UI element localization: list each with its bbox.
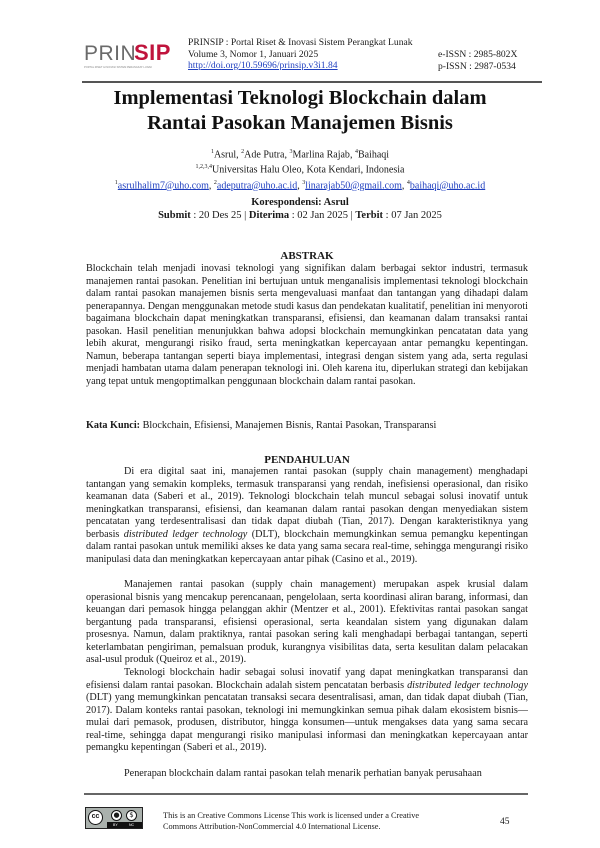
- email-sup: 1: [114, 179, 118, 186]
- intro-p3-text-cont: (DLT) yang memungkinkan pencatatan transaksi secara desentralisasi, aman, dan tidak dapat diubah (Tian, 2017). Dalam konteks rantai pasokan, teknologi ini memungkinkan semua pihak dalam ekosistem bisnis—mulai dari pemasok, produsen, distributor, hingga konsumen—untuk mengakses data yang sama secara real-time, sehingga dapat mengurangi risiko manipulasi informasi dan meningkatkan kepercayaan antar pemangku kepentingan (Saberi et al., 2019).: [86, 692, 528, 754]
- author-sup: 2: [241, 149, 245, 155]
- intro-p1-text-cont: (DLT), blockchain memungkinkan semua pemangku kepentingan dalam rantai pasokan untuk memiliki akses ke data yang sama secara real-time, sehingga mengurangi risiko manipulasi data dan meningkatkan kepercayaan antar pihak (Casino et al., 2019).: [86, 528, 529, 565]
- intro-p4-text: Penerapan blockchain dalam rantai pasokan telah menarik perhatian banyak perusahaan: [124, 768, 482, 779]
- author-block: [60, 146, 540, 192]
- non-commercial-icon: $: [126, 810, 137, 821]
- attribution-person-icon: ●: [111, 810, 122, 821]
- email-link[interactable]: asrulhalim7@uho.com: [117, 179, 209, 191]
- abstract-heading: ABSTRAK: [280, 250, 334, 262]
- journal-name: PRINSIP : Portal Riset & Inovasi Sistem Perangkat Lunak: [188, 37, 413, 48]
- intro-paragraph-2: [86, 579, 528, 667]
- correspondence: Korespondensi: Asrul: [251, 197, 349, 208]
- published-label: Terbit: [355, 210, 384, 221]
- intro-p3-italic: distributed ledger technology: [407, 679, 528, 691]
- license-text: [163, 811, 463, 832]
- license-line-1: This is an Creative Commons License This work is licensed under a Creative: [163, 811, 420, 820]
- keywords-text: Blockchain, Efisiensi, Manajemen Bisnis, Rantai Pasokan, Transparansi: [142, 420, 437, 431]
- logo-text-prin: PRIN: [84, 42, 137, 65]
- email-link[interactable]: baihaqi@uho.ac.id: [409, 179, 486, 191]
- cc-icon: cc: [88, 810, 103, 825]
- submission-dates: Submit : 20 Des 25 | Diterima : 02 Jan 2025 | Terbit : 07 Jan 2025: [158, 210, 442, 221]
- logo-text-sip: SIP: [134, 40, 171, 65]
- header-divider: [82, 81, 542, 83]
- email-sup: 4: [406, 179, 410, 186]
- title-line-1: Implementasi Teknologi Blockchain dalam: [113, 87, 487, 109]
- e-issn: e-ISSN : 2985-802X: [438, 49, 518, 60]
- page-number: 45: [500, 817, 510, 827]
- author-sup: 4: [354, 149, 358, 155]
- author-name: Marlina Rajab: [292, 149, 350, 161]
- footer-divider: [84, 793, 528, 795]
- paper-title: [60, 86, 540, 136]
- submit-label: Submit: [158, 210, 191, 221]
- submit-date: 20 Des 25: [198, 210, 242, 221]
- intro-paragraph-3: [86, 667, 528, 755]
- received-date: 02 Jan 2025: [297, 210, 349, 221]
- intro-p2-text: Manajemen rantai pasokan (supply chain management) merupakan aspek krusial dalam operasional bisnis yang mencakup perencanaan, pengelolaan, serta koordinasi aliran barang, informasi, dan keuangan dari pemasok hingga pelanggan akhir (Mentzer et al., 2001). Efektivitas rantai pasokan sangat bergantung pada transparansi, efisiensi operasional, serta keandalan sistem yang digunakan dalam prosesnya. Namun, dalam praktiknya, rantai pasokan sering kali menghadapi berbagai tantangan, seperti keterlambatan pengiriman, pemalsuan produk, kurangnya visibilitas data, serta kesulitan dalam pelacakan asal-usul produk (Queiroz et al., 2019).: [86, 579, 528, 666]
- email-list: $^1$asrulhalim7@uho.com, $^2$adeputra@uho.ac.id, $^3$linarajab50@gmail.com, $^4$baihaqi@uho.ac.id: [114, 179, 486, 191]
- title-line-2: Rantai Pasokan Manajemen Bisnis: [147, 112, 453, 134]
- affiliation-text: Universitas Halu Oleo, Kota Kendari, Indonesia: [212, 164, 405, 176]
- intro-p1-text: Di era digital saat ini, manajemen rantai pasokan (supply chain management) menghadapi tantangan yang semakin kompleks, termasuk transparansi yang rendah, inefisiensi operasional, dan risiko keamanan data (Saberi et al., 2019). Teknologi blockchain telah muncul sebagai solusi inovatif untuk meningkatkan transparansi, efisiensi, dan keamanan dalam rantai pasokan dengan menyediakan sistem pencatatan yang terdesentralisasi dan tidak dapat diubah (Tian, 2017). Dengan karakteristiknya yang berbasis: [86, 466, 528, 540]
- author-sup: 3: [289, 149, 293, 155]
- journal-info: [188, 37, 413, 72]
- published-date: 07 Jan 2025: [391, 210, 442, 221]
- prinsip-logo: [84, 40, 180, 71]
- journal-header: [82, 37, 542, 77]
- creative-commons-badge[interactable]: [85, 807, 143, 829]
- p-issn: p-ISSN : 2987-0534: [438, 60, 516, 72]
- author-list: $^1$Asrul, $^2$Ade Putra, $^3$Marlina Rajab, $^4$Baihaqi: [210, 149, 390, 161]
- intro-p1-italic: distributed ledger technology: [123, 528, 248, 540]
- keywords-label: Kata Kunci:: [86, 420, 141, 431]
- by-label: BY: [113, 823, 118, 827]
- intro-paragraph-4: [86, 768, 528, 781]
- received-label: Diterima: [248, 210, 290, 221]
- doi-link[interactable]: http://doi.org/10.59696/prinsip.v3i1.84: [188, 60, 338, 71]
- issn-block: [438, 49, 542, 72]
- author-name: Asrul: [213, 149, 237, 161]
- author-sup: 1: [210, 149, 214, 155]
- intro-paragraph-1: [86, 466, 528, 566]
- email-link[interactable]: adeputra@uho.ac.id: [216, 179, 298, 191]
- cc-badge-strip: [107, 822, 142, 828]
- journal-volume: Volume 3, Nomor 1, Januari 2025: [188, 48, 319, 60]
- affiliation: [60, 161, 540, 176]
- email-sup: 2: [213, 179, 217, 186]
- logo-tagline: PORTAL RISET & INOVASI SISTEM PERANGKAT LUNAK: [84, 66, 153, 69]
- abstract-text: Blockchain telah menjadi inovasi teknologi yang signifikan dalam berbagai sektor industri, termasuk manajemen rantai pasokan. Penelitian ini bertujuan untuk menganalisis implementasi teknologi blockchain dalam rantai pasokan manajemen bisnis serta mengevaluasi manfaat dan tantangan yang dihadapi dalam penerapannya. Dengan menggunakan metode studi kasus dan pendekatan kualitatif, penelitian ini menyoroti bagaimana blockchain dapat meningkatkan transparansi, efisiensi, dan keamanan dalam transaksi rantai pasokan. Hasil penelitian menunjukkan bahwa adopsi blockchain memungkinkan pencatatan data yang lebih akurat, mengurangi risiko fraud, serta meningkatkan kepercayaan antar pemangku kepentingan. Namun, beberapa tantangan seperti biaya implementasi, integrasi dengan sistem yang ada, serta regulasi menjadi hambatan utama dalam penerapan teknologi ini. Oleh karena itu, diperlukan strategi dan kebijakan yang tepat untuk mengoptimalkan penggunaan blockchain dalam rantai pasokan.: [86, 263, 528, 387]
- affiliation-sup: 1,2,3,4: [195, 164, 213, 171]
- introduction-heading: PENDAHULUAN: [264, 454, 350, 466]
- author-name: Ade Putra: [244, 149, 285, 161]
- email-link[interactable]: linarajab50@gmail.com: [305, 179, 402, 191]
- license-line-2: Commons Attribution-NonCommercial 4.0 International License.: [163, 821, 381, 831]
- email-sup: 3: [302, 179, 306, 186]
- keywords: [86, 420, 528, 431]
- nc-label: NC: [129, 823, 135, 827]
- author-name: Baihaqi: [357, 149, 390, 161]
- intro-p3-text: Teknologi blockchain hadir sebagai solusi inovatif yang dapat meningkatkan transparansi dan efisiensi dalam rantai pasokan. Blockchain adalah sistem pencatatan berbasis: [86, 667, 528, 691]
- correspondence-block: [60, 196, 540, 222]
